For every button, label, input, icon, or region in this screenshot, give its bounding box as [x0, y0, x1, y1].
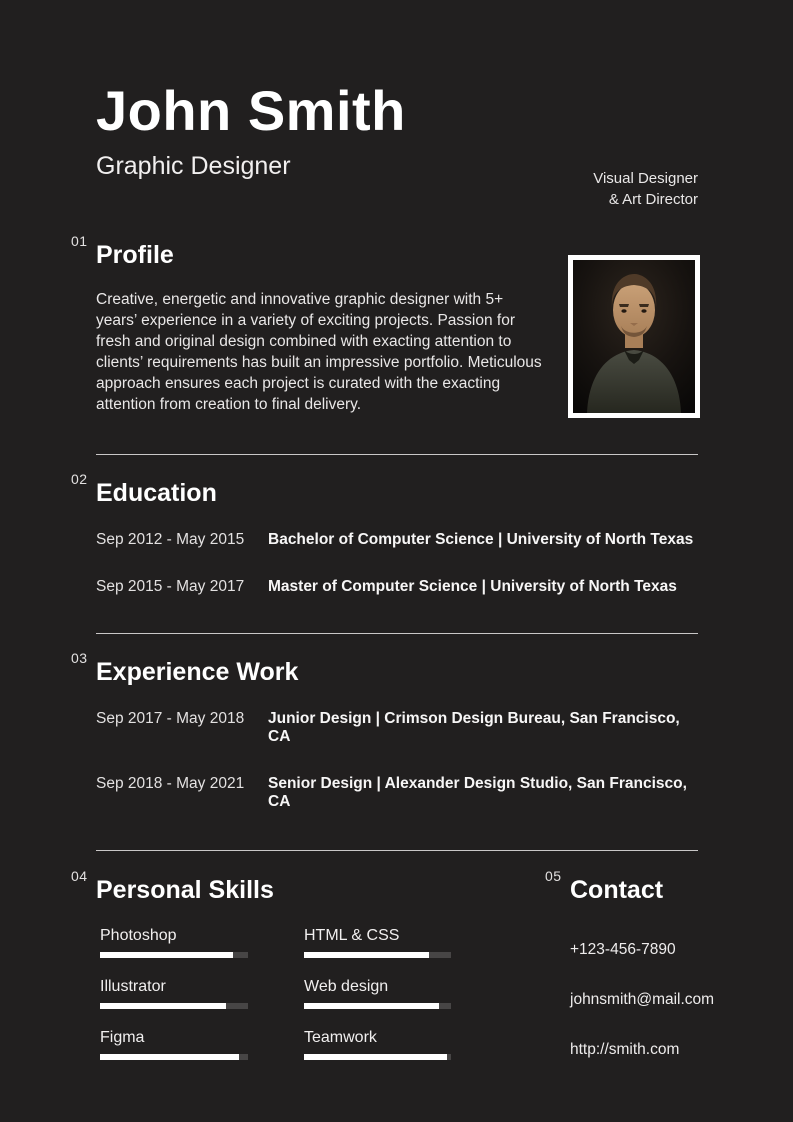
- skill-bar: [100, 1003, 248, 1009]
- tagline-line-2: & Art Director: [608, 191, 698, 208]
- skill-bar-fill: [100, 1054, 239, 1060]
- skill-item: [304, 927, 451, 958]
- skill-item: [100, 927, 248, 958]
- skill-label: Web design: [304, 978, 389, 996]
- experience-dates: Sep 2017 - May 2018: [96, 710, 245, 728]
- skills-column-right: [304, 927, 451, 1080]
- skills-section-number: 04: [71, 868, 88, 885]
- section-personal-skills: [71, 868, 545, 1091]
- skill-bar: [100, 952, 248, 958]
- profile-photo: [568, 255, 700, 418]
- education-dates: Sep 2012 - May 2015: [96, 531, 245, 549]
- experience-section-number: 03: [71, 650, 88, 667]
- skill-bar: [304, 1054, 451, 1060]
- skill-bar-fill: [100, 952, 233, 958]
- skill-label: HTML & CSS: [304, 927, 400, 945]
- profile-section-number: 01: [71, 233, 88, 250]
- section-contact: [545, 868, 715, 1091]
- skill-bar-fill: [100, 1003, 226, 1009]
- divider: [96, 633, 698, 634]
- profile-heading-label: Profile: [96, 241, 174, 270]
- experience-row: [96, 710, 698, 746]
- education-description: Master of Computer Science | University of North Texas: [268, 578, 677, 596]
- education-dates: Sep 2015 - May 2017: [96, 578, 245, 596]
- education-description: Bachelor of Computer Science | University of North Texas: [268, 531, 694, 549]
- contact-section-number: 05: [545, 868, 562, 885]
- skill-bar: [304, 1003, 451, 1009]
- portrait-illustration: [573, 260, 695, 413]
- skills-heading: [71, 868, 545, 905]
- skill-bar: [100, 1054, 248, 1060]
- section-experience: [71, 650, 698, 811]
- experience-description: Junior Design | Crimson Design Bureau, San Francisco, CA: [268, 710, 680, 746]
- divider: [96, 850, 698, 851]
- education-section-number: 02: [71, 471, 88, 488]
- skill-bar-fill: [304, 1003, 439, 1009]
- profile-summary: Creative, energetic and innovative graphic designer with 5+ years’ experience in a variety of exciting projects. Passion for fresh and original design combined with exacting attention to clients’ requirements has built an impressive portfolio. Meticulous approach ensures each project is curated with the exacting attention from creation to final delivery.: [96, 291, 542, 414]
- education-heading: [71, 471, 698, 508]
- experience-heading: [71, 650, 698, 687]
- tagline: [593, 168, 698, 210]
- education-heading-label: Education: [96, 479, 217, 508]
- divider: [96, 454, 698, 455]
- education-row: [96, 578, 698, 596]
- section-education: [71, 471, 698, 596]
- skill-item: [100, 978, 248, 1009]
- skill-label: Illustrator: [100, 978, 166, 996]
- experience-heading-label: Experience Work: [96, 658, 299, 687]
- contact-email[interactable]: johnsmith@mail.com: [570, 991, 715, 1009]
- skill-label: Figma: [100, 1029, 145, 1047]
- tagline-line-1: Visual Designer: [593, 170, 698, 187]
- contact-phone[interactable]: +123-456-7890: [570, 941, 676, 959]
- skill-bar-fill: [304, 1054, 447, 1060]
- contact-heading: [545, 868, 714, 905]
- contact-website[interactable]: http://smith.com: [570, 1041, 680, 1059]
- contact-heading-label: Contact: [570, 876, 664, 905]
- education-row: [96, 531, 698, 549]
- skill-bar-fill: [304, 952, 429, 958]
- experience-description: Senior Design | Alexander Design Studio, San Francisco, CA: [268, 775, 687, 811]
- skill-label: Teamwork: [304, 1029, 377, 1047]
- skill-item: [100, 1029, 248, 1060]
- experience-row: [96, 775, 698, 811]
- skill-item: [304, 978, 451, 1009]
- experience-dates: Sep 2018 - May 2021: [96, 775, 245, 793]
- skill-bar: [304, 952, 451, 958]
- skill-item: [304, 1029, 451, 1060]
- person-job-title: Graphic Designer: [96, 152, 291, 181]
- skills-heading-label: Personal Skills: [96, 876, 274, 905]
- person-name: John Smith: [96, 79, 406, 142]
- skill-label: Photoshop: [100, 927, 177, 945]
- skills-column-left: [100, 927, 248, 1080]
